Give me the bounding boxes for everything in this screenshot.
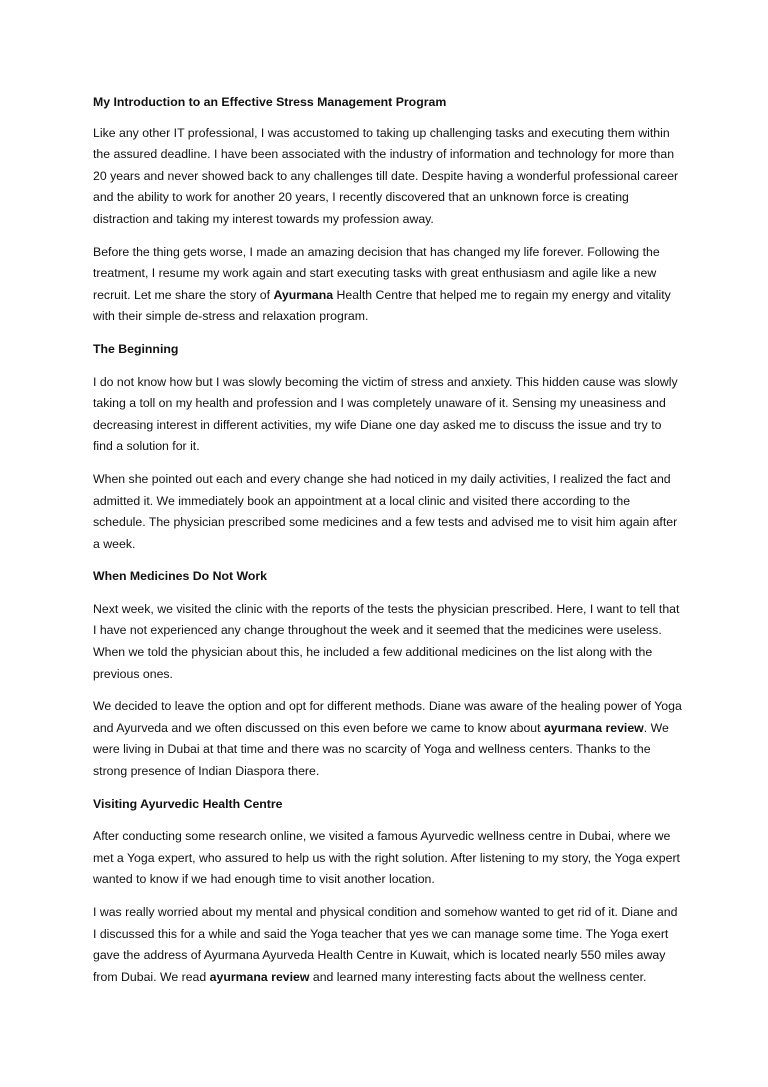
text-run: Health Centre that helped me to regain my energy and vitality with their simple de-stress and relaxation program. bbox=[93, 287, 671, 324]
beginning-paragraph-1: I do not know how but I was slowly becoming the victim of stress and anxiety. This hidden cause was slowly taking a toll on my health and profession and I was completely unaware of it. Sensing my uneasiness and decreasing interest in different activities, my wife Diane one day asked me to discuss the issue and try to find a solution for it. bbox=[93, 374, 678, 454]
intro-paragraph-2 bbox=[93, 242, 683, 328]
section-heading-beginning: The Beginning bbox=[93, 341, 179, 356]
visiting-paragraph-2 bbox=[93, 902, 683, 988]
section-heading-visiting: Visiting Ayurvedic Health Centre bbox=[93, 796, 283, 811]
text-run: . We were living in Dubai at that time and there was no scarcity of Yoga and wellness centers. Thanks to the strong presence of Indian Diaspora there. bbox=[93, 720, 669, 779]
bold-term-ayurmana-review: ayurmana review bbox=[543, 720, 644, 735]
medicines-paragraph-2 bbox=[93, 696, 683, 782]
text-run: We decided to leave the option and opt for different methods. Diane was aware of the healing power of Yoga and Ayurveda and we often discussed on this even before we came to know about bbox=[93, 699, 682, 735]
section-heading-medicines: When Medicines Do Not Work bbox=[93, 569, 267, 584]
document-page bbox=[93, 92, 683, 999]
document-title: My Introduction to an Effective Stress Management Program bbox=[93, 95, 447, 109]
medicines-paragraph-1: Next week, we visited the clinic with the reports of the tests the physician prescribed. Here, I want to tell that I have not experienced any change throughout the week and it seemed that the medicines were useless. When we told the physician about this, he included a few additional medicines on the list along with the previous ones. bbox=[93, 601, 680, 681]
beginning-paragraph-2: When she pointed out each and every change she had noticed in my daily activities, I realized the fact and admitted it. We immediately book an appointment at a local clinic and visited there according to the schedule. The physician prescribed some medicines and a few tests and advised me to visit him again after a week. bbox=[93, 471, 678, 551]
text-run: Before the thing gets worse, I made an amazing decision that has changed my life forever. Following the treatment, I resume my work again and start executing tasks with great enthusiasm and agile like a new recruit. Let me share the story of bbox=[93, 244, 660, 302]
visiting-paragraph-1: After conducting some research online, we visited a famous Ayurvedic wellness centre in Dubai, where we met a Yoga expert, who assured to help us with the right solution. After listening to my story, the Yoga expert wanted to know if we had enough time to visit another location. bbox=[93, 829, 680, 887]
text-run: I was really worried about my mental and physical condition and somehow wanted to get rid of it. Diane and I discussed this for a while and said the Yoga teacher that yes we can manage some time. The Yoga exert gave the address of Ayurmana Ayurveda Health Centre in Kuwait, which is located nearly 550 miles away from Dubai. We read bbox=[93, 905, 678, 984]
text-run: and learned many interesting facts about the wellness center. bbox=[309, 969, 647, 984]
intro-paragraph-1: Like any other IT professional, I was accustomed to taking up challenging tasks and executing them within the assured deadline. I have been associated with the industry of information and technology for more than 20 years and never showed back to any challenges till date. Despite having a wonderful professional career and the ability to work for another 20 years, I recently discovered that an unknown force is creating distraction and taking my interest towards my profession away. bbox=[93, 125, 679, 226]
bold-term-ayurmana-review: ayurmana review bbox=[209, 969, 310, 984]
bold-term-ayurmana: Ayurmana bbox=[273, 287, 334, 302]
